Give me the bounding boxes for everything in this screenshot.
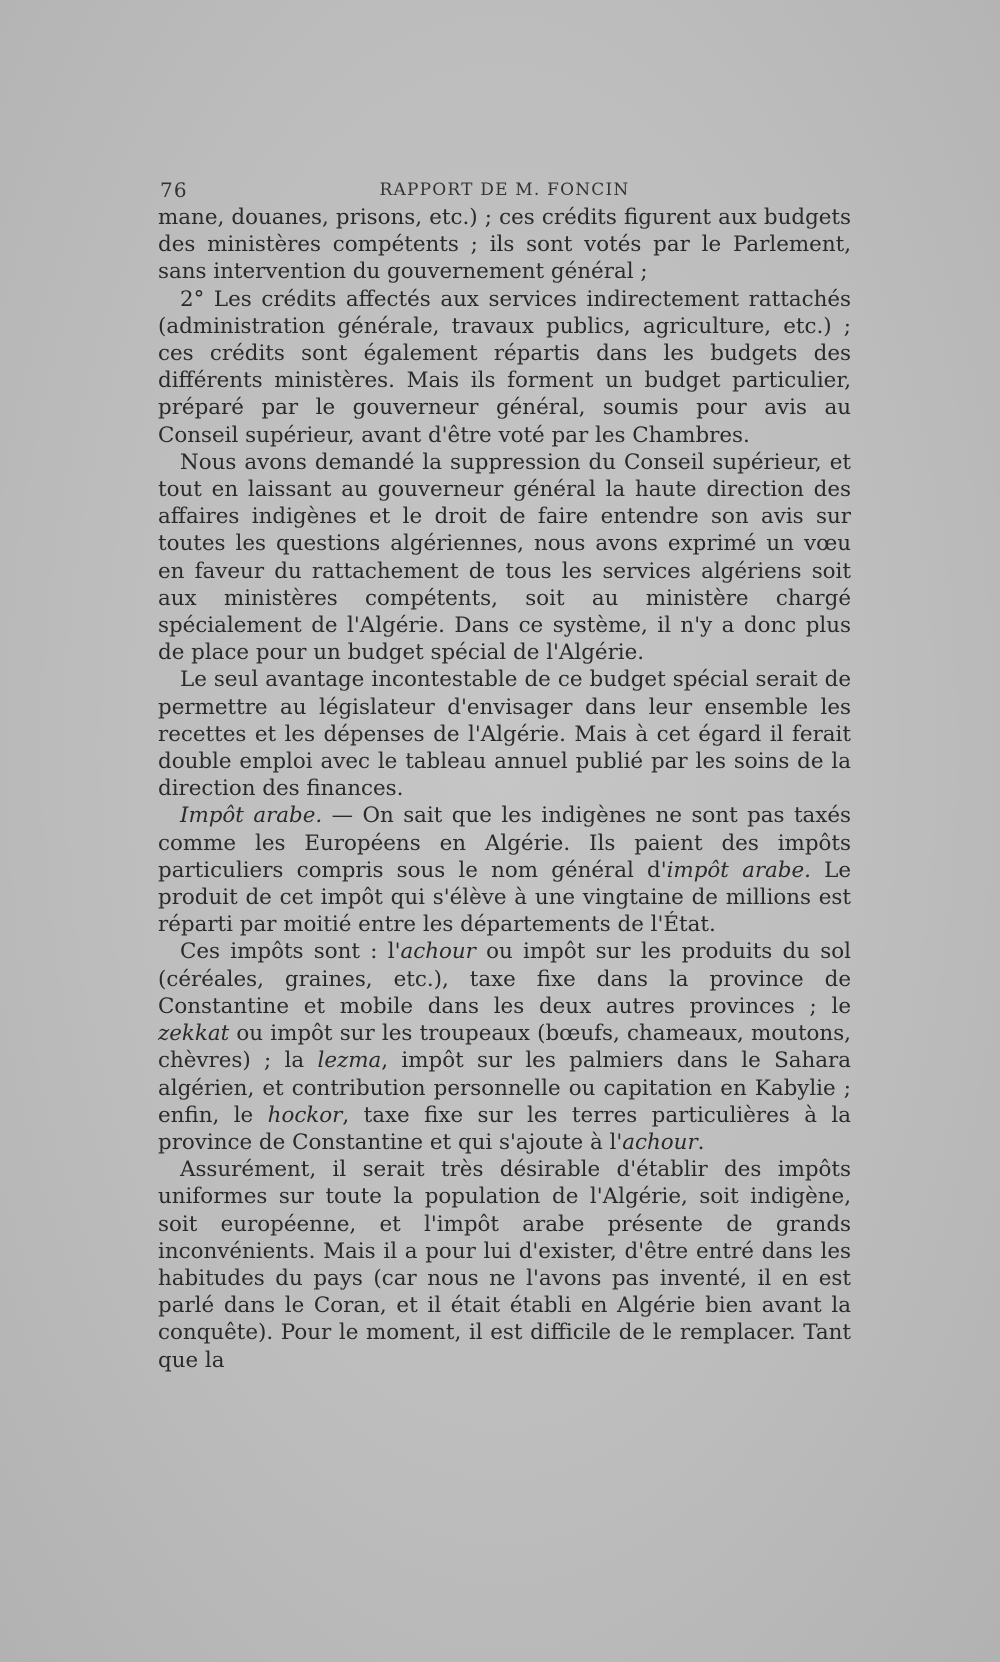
italic-term: achour <box>400 939 476 965</box>
paragraph-impot-arabe <box>158 802 851 938</box>
running-head: RAPPORT DE M. FONCIN <box>379 180 630 200</box>
text-run: , impôt sur les palmiers dans le Sahara algérien, et contribution personnelle ou capitation en Kabylie ; enfin, le <box>158 1048 851 1128</box>
section-heading-italic: Impôt arabe. <box>180 803 323 829</box>
italic-term: hockor <box>267 1102 343 1128</box>
page-header <box>158 178 851 206</box>
italic-term: zekkat <box>158 1021 230 1047</box>
italic-term: achour <box>622 1129 698 1155</box>
body-text <box>158 204 851 1374</box>
text-run: Le produit de cet impôt qui s'élève à une vingtaine de millions est réparti par moitié entre les départements de l'État. <box>158 857 851 938</box>
paragraph <box>158 286 851 449</box>
italic-term: lezma <box>317 1048 382 1074</box>
text-run: Ces impôts sont : l' <box>180 939 401 965</box>
paragraph <box>158 666 851 802</box>
text-run: — On sait que les indigènes ne sont pas taxés comme les Européens en Algérie. Ils paient des impôts particuliers compris sous le nom général d' <box>158 803 851 883</box>
text-run: . <box>697 1129 705 1155</box>
text-run: , taxe fixe sur les terres particulières à la province de Constantine et qui s'ajoute à l' <box>158 1102 851 1155</box>
text-run: Nous avons demandé la suppression du Conseil supérieur, et tout en laissant au gouverneur général la haute direction des affaires indigènes et le droit de faire entendre son avis sur toutes les questions algériennes, nous avons exprimé un vœu en faveur du rattachement de tous les services algériens soit aux ministères compétents, soit au ministère chargé spécialement de l'Algérie. Dans ce système, il n'y a donc plus de place pour un budget spécial de l'Algérie. <box>158 449 851 666</box>
page-number: 76 <box>160 178 188 202</box>
book-page <box>158 178 851 1374</box>
text-run: 2° Les crédits affectés aux services indirectement rattachés (administration générale, travaux publics, agriculture, etc.) ; ces crédits sont également répartis dans les budgets des différents ministères. Mais ils forment un budget particulier, préparé par le gouverneur général, soumis pour avis au Conseil supérieur, avant d'être voté par les Chambres. <box>158 286 851 448</box>
paragraph <box>158 449 851 667</box>
paragraph <box>158 1156 851 1374</box>
text-run: Assurément, il serait très désirable d'établir des impôts uniformes sur toute la population de l'Algérie, soit indigène, soit européenne, et l'impôt arabe présente de grands inconvénients. Mais il a pour lui d'exister, d'être entré dans les habitudes du pays (car nous ne l'avons pas inventé, il en est parlé dans le Coran, et il était établi en Algérie bien avant la conquête). Pour le moment, il est difficile de le remplacer. Tant que la <box>158 1157 851 1373</box>
italic-term: impôt arabe. <box>666 857 811 883</box>
text-run: ou impôt sur les troupeaux (bœufs, chameaux, moutons, chèvres) ; la <box>158 1021 851 1074</box>
paragraph <box>158 204 851 286</box>
text-run: ou impôt sur les produits du sol (céréales, graines, etc.), taxe fixe dans la province de Constantine et mobile dans les deux autres provinces ; le <box>158 939 851 1019</box>
paragraph-taxes <box>158 938 851 1156</box>
text-run: Le seul avantage incontestable de ce budget spécial serait de permettre au législateur d'envisager dans leur ensemble les recettes et les dépenses de l'Algérie. Mais à cet égard il ferait double emploi avec le tableau annuel publié par les soins de la direction des finances. <box>158 667 851 802</box>
text-run: mane, douanes, prisons, etc.) ; ces crédits figurent aux budgets des ministères compétents ; ils sont votés par le Parlement, sans intervention du gouvernement général ; <box>158 205 851 285</box>
